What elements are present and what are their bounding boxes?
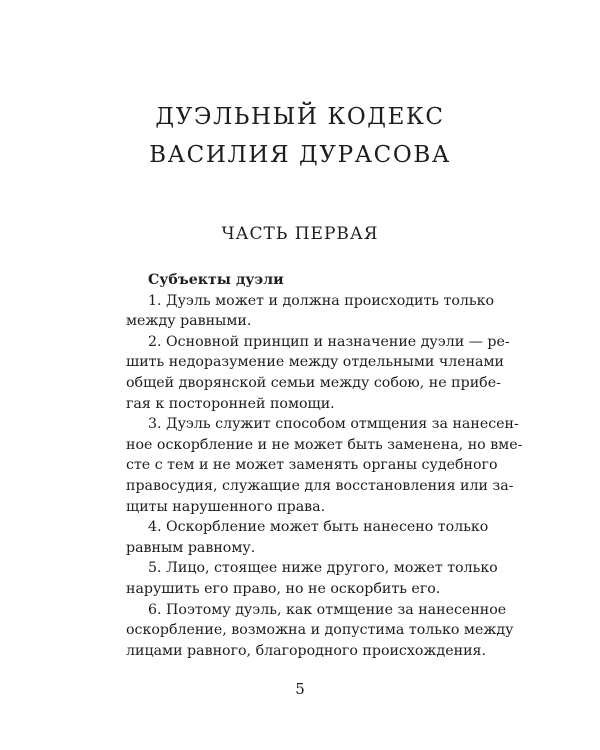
text-line: гая к посторонней помощи. [126,395,335,412]
paragraph [126,558,498,599]
page-body [126,270,523,661]
text-line: 2. Основной принцип и назначение дуэли — ре- [148,333,510,350]
page-number: 5 [295,680,305,698]
text-line: равным равному. [126,539,256,556]
text-line: 6. Поэтому дуэль, как отмщение за нанесенное [148,601,507,618]
text-line: между равными. [126,313,252,330]
book-title-line-2: ВАСИЛИЯ ДУРАСОВА [149,142,451,168]
text-line: шить недоразумение между отдельными членами [126,354,505,371]
section-heading: Субъекты дуэли [148,272,284,288]
paragraph [126,517,489,558]
book-title-line-1: ДУЭЛЬНЫЙ КОДЕКС [155,104,445,130]
text-line: щиты нарушенного права. [126,498,326,515]
paragraph-list [126,291,523,662]
text-line: 3. Дуэль служит способом отмщения за нанесен- [148,416,519,433]
text-line: ное оскорбление и не может быть заменена, но вме- [126,436,523,453]
text-line: нарушить его право, но не оскорбить его. [126,580,441,597]
paragraph [126,414,523,517]
text-line: лицами равного, благородного происхождения. [126,642,486,659]
text-line: 4. Оскорбление может быть нанесено только [148,519,489,536]
paragraph [126,291,495,332]
text-line: 1. Дуэль может и должна происходить только [148,292,495,309]
paragraph [126,600,514,662]
paragraph [126,332,510,414]
text-line: сте с тем и не может заменять органы судебного [126,457,498,474]
book-title [0,98,600,174]
text-line: правосудия, служащие для восстановления или за- [126,477,514,494]
text-line: 5. Лицо, стоящее ниже другого, может только [148,560,498,577]
text-line: общей дворянской семьи между собою, не прибе- [126,374,501,391]
text-line: оскорбление, возможна и допустима только между [126,622,514,639]
part-title: ЧАСТЬ ПЕРВАЯ [221,224,379,244]
